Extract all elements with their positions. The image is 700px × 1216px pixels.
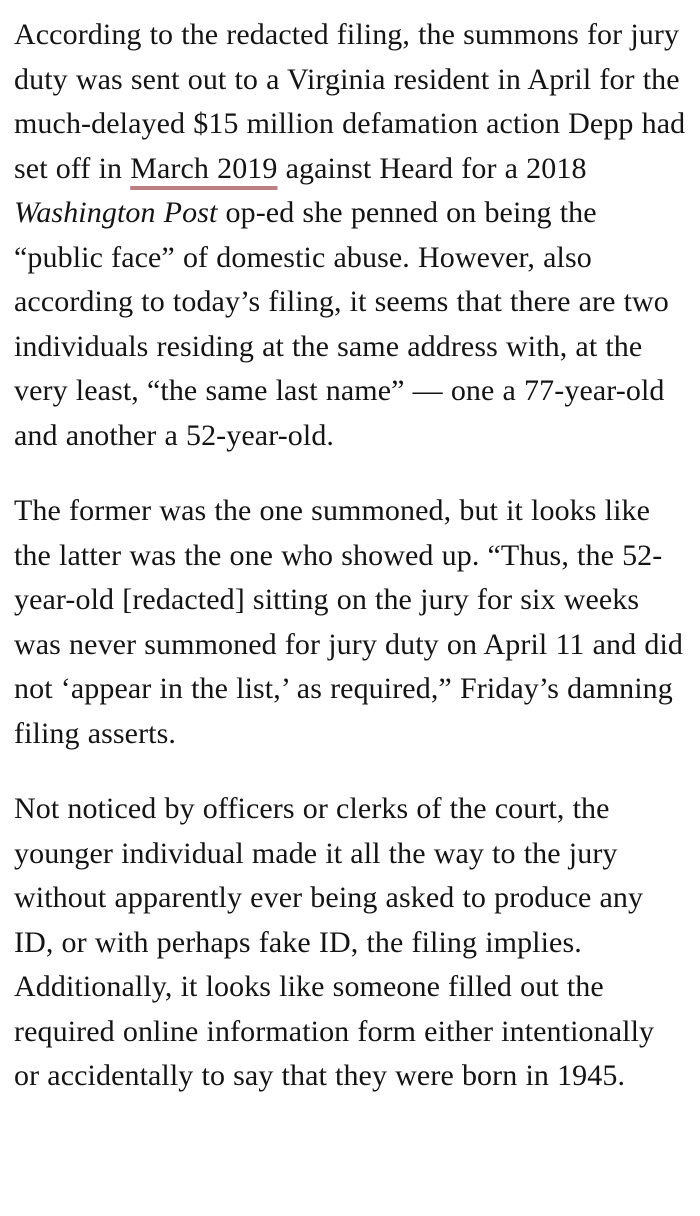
text-run: Not noticed by officers or clerks of the court, the younger individual made it all the way to the jury without apparently ever being asked to produce any ID, or with perhaps fake ID, the filing implies. Additionally, it looks like someone filled out the required online information form either intentionally or accidentally to say that they were born in 1945. [14,792,655,1092]
text-run: op-ed she penned on being the “public face” of domestic abuse. However, also according to today’s filing, it seems that there are two individuals residing at the same address with, at the very least, “the same last name” — one a 77-year-old and another a 52-year-old. [14,196,669,452]
text-run: According to the redacted filing, the summons for jury duty was sent out to a Virginia resident in April for the much-delayed $15 million defamation action Depp had set off in [14,18,686,185]
paragraph-1 [14,13,686,458]
washington-post-title: Washington Post [14,196,218,229]
text-run: The former was the one summoned, but it looks like the latter was the one who showed up. “Thus, the 52-year-old [redacted] sitting on the jury for six weeks was never summoned for jury duty on April 11 and did not ‘appear in the list,’ as required,” Friday’s damning filing asserts. [14,494,683,750]
march-2019-link[interactable]: March 2019 [130,151,278,185]
paragraph-2 [14,489,686,756]
paragraph-3 [14,787,686,1099]
text-run: against Heard for a 2018 [277,151,587,185]
